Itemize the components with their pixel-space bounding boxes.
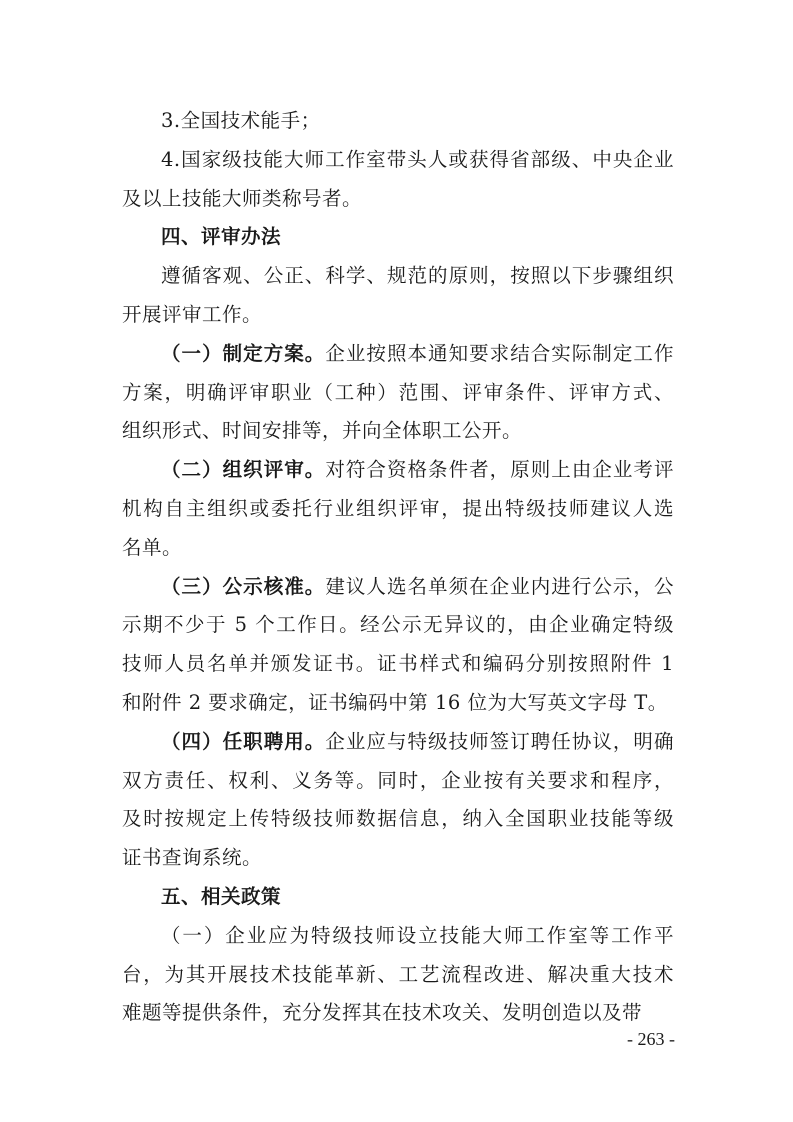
- paragraph-line: [122, 529, 674, 568]
- line-text: 双方责任、权利、义务等。同时，企业按有关要求和程序，: [122, 768, 674, 792]
- line-text: 方案，明确评审职业（工种）范围、评审条件、评审方式、: [122, 380, 674, 404]
- page-number: - 263 -: [627, 1029, 675, 1049]
- section-heading: 五、相关政策: [161, 884, 282, 908]
- paragraph-line: [122, 606, 674, 645]
- line-text: 名单。: [122, 535, 183, 559]
- paragraph-line: [122, 102, 674, 141]
- line-text: 4.国家级技能大师工作室带头人或获得省部级、中央企业: [161, 147, 674, 171]
- paragraph-line: [122, 723, 674, 762]
- paragraph-line: [122, 141, 674, 180]
- paragraph-line: [122, 374, 674, 413]
- line-text: 开展评审工作。: [122, 302, 263, 326]
- line-text: 台，为其开展技术技能革新、工艺流程改进、解决重大技术: [122, 962, 674, 986]
- paragraph: [122, 102, 674, 141]
- section-heading: 四、评审办法: [161, 225, 282, 249]
- subsection-lead: （二）组织评审。: [161, 458, 326, 482]
- paragraph-line: [122, 490, 674, 529]
- line-text: 及以上技能大师类称号者。: [122, 186, 363, 210]
- line-text: 企业按照本通知要求结合实际制定工作: [325, 341, 674, 365]
- paragraph-line: [122, 839, 674, 878]
- line-text: 示期不少于 5 个工作日。经公示无异议的，由企业确定特级: [122, 613, 674, 637]
- paragraph: [122, 451, 674, 567]
- line-text: （一）企业应为特级技师设立技能大师工作室等工作平: [161, 923, 674, 947]
- paragraph: [122, 917, 674, 1033]
- paragraph: [122, 141, 674, 219]
- line-text: 对符合资格条件者，原则上由企业考评: [325, 458, 674, 482]
- line-text: 难题等提供条件，充分发挥其在技术攻关、发明创造以及带: [122, 1001, 643, 1025]
- paragraph: [122, 257, 674, 335]
- line-text: 及时按规定上传特级技师数据信息，纳入全国职业技能等级: [122, 807, 674, 831]
- paragraph: [122, 335, 674, 451]
- line-text: 技师人员名单并颁发证书。证书样式和编码分别按照附件 1: [122, 652, 674, 676]
- line-text: 组织形式、时间安排等，并向全体职工公开。: [122, 419, 523, 443]
- subsection-lead: （三）公示核准。: [161, 574, 326, 598]
- paragraph: [122, 723, 674, 878]
- paragraph-line: [122, 684, 674, 723]
- paragraph-line: [122, 800, 674, 839]
- paragraph-line: [122, 956, 674, 995]
- line-text: 机构自主组织或委托行业组织评审，提出特级技师建议人选: [122, 496, 674, 520]
- subsection-lead: （一）制定方案。: [161, 341, 326, 365]
- paragraph-line: [122, 296, 674, 335]
- subsection-lead: （四）任职聘用。: [161, 729, 326, 753]
- paragraph: [122, 568, 674, 723]
- paragraph-line: [122, 335, 674, 374]
- paragraph-line: [122, 412, 674, 451]
- paragraph-line: [122, 451, 674, 490]
- paragraph-line: [122, 180, 674, 219]
- line-text: 证书查询系统。: [122, 846, 263, 870]
- paragraph-line: [122, 257, 674, 296]
- line-text: 遵循客观、公正、科学、规范的原则，按照以下步骤组织: [161, 264, 674, 288]
- line-text: 建议人选名单须在企业内进行公示，公: [325, 574, 674, 598]
- paragraph-line: [122, 645, 674, 684]
- paragraph-line: [122, 568, 674, 607]
- line-text: 和附件 2 要求确定，证书编码中第 16 位为大写英文字母 T。: [122, 690, 668, 714]
- paragraph-line: [122, 994, 674, 1033]
- paragraph-line: [122, 762, 674, 801]
- line-text: 3.全国技术能手；: [161, 109, 321, 132]
- line-text: 企业应与特级技师签订聘任协议，明确: [325, 729, 674, 753]
- paragraph-line: [122, 917, 674, 956]
- document-body: [122, 102, 674, 1033]
